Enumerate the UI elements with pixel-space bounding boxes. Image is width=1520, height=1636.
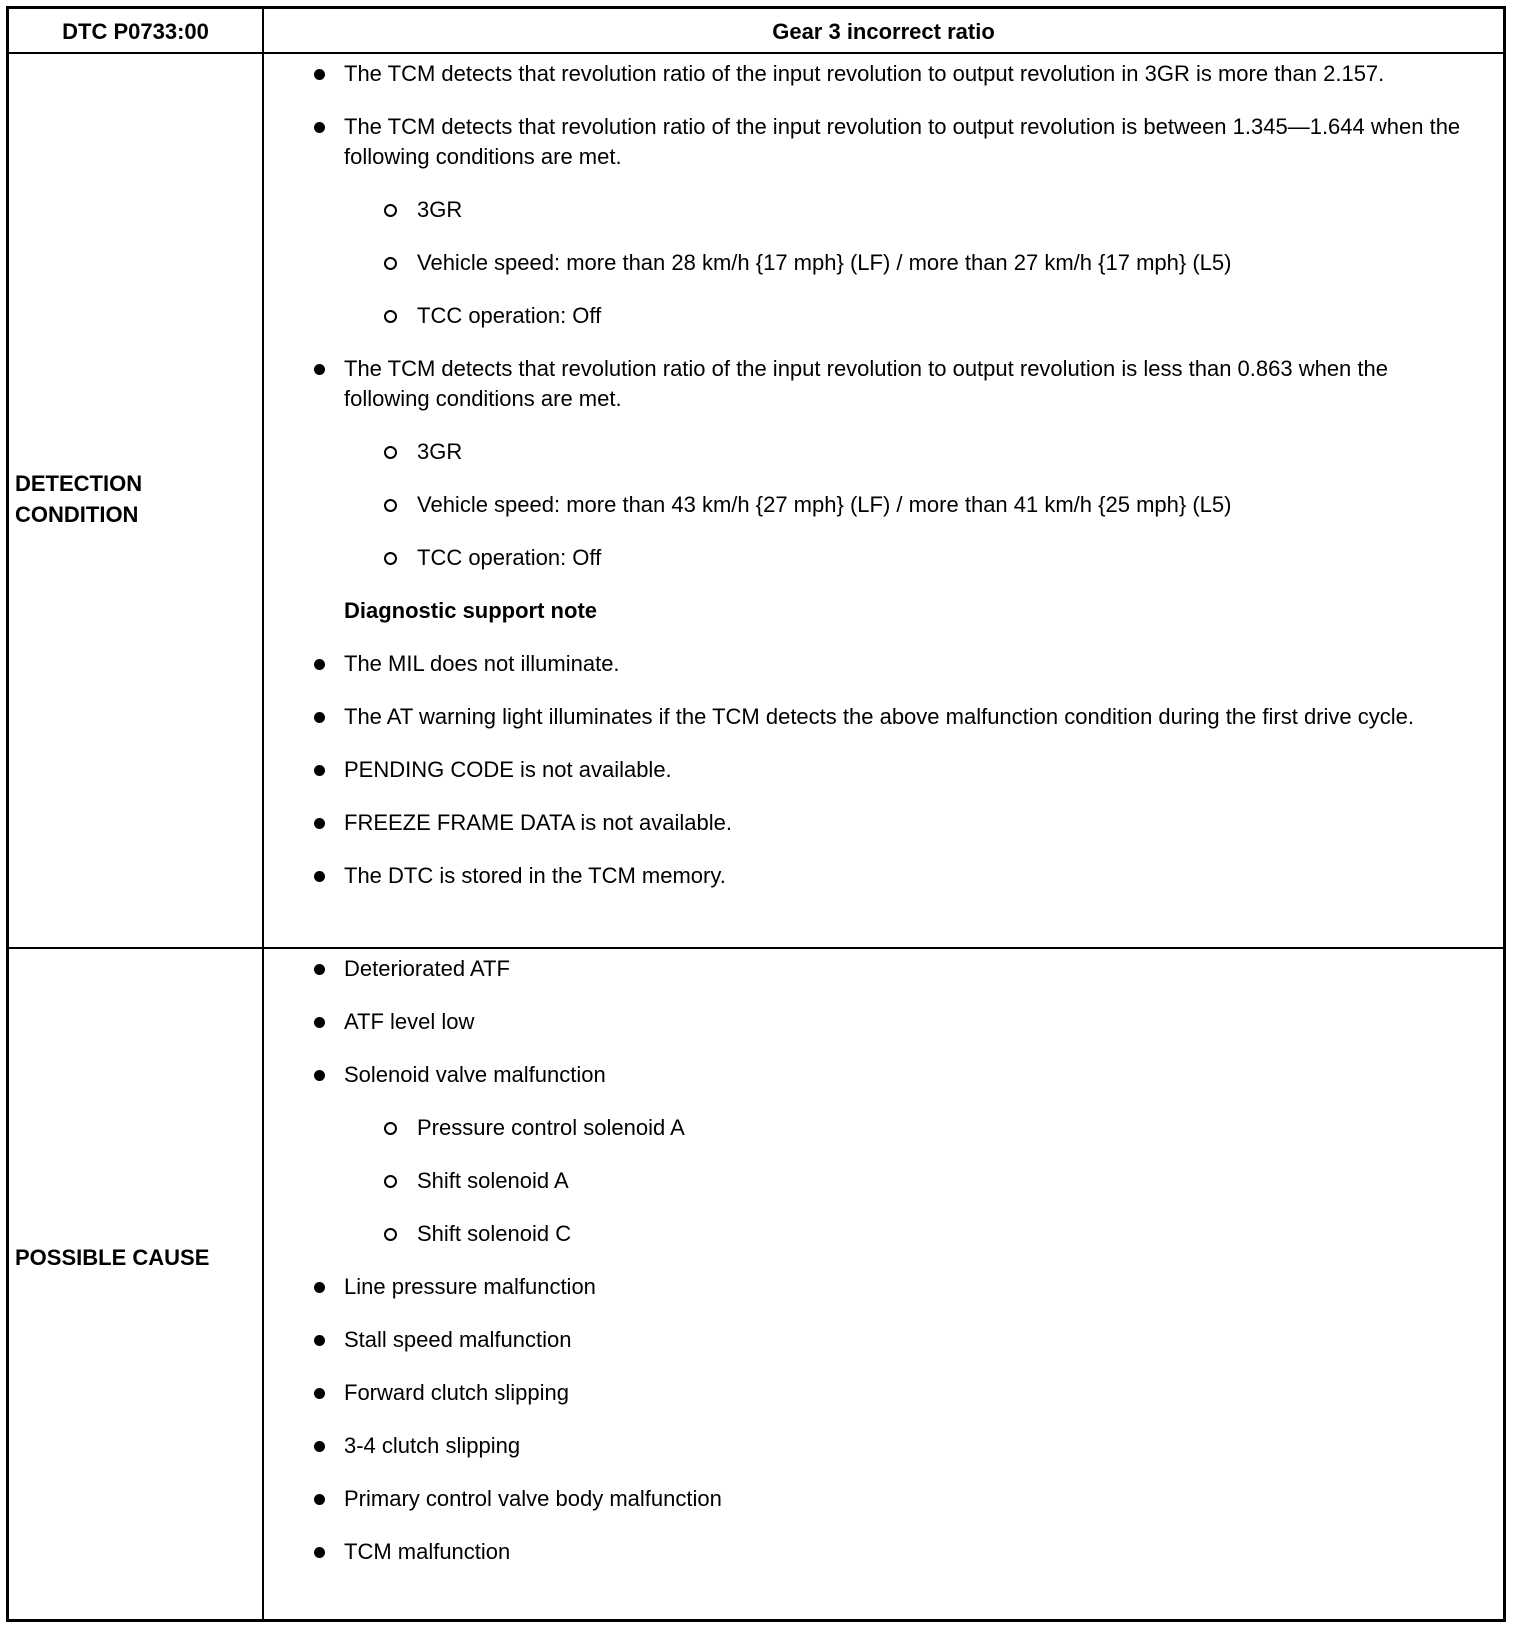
list-item: The DTC is stored in the TCM memory. <box>264 861 1503 891</box>
label-line: CONDITION <box>15 502 139 527</box>
sub-list-item: Vehicle speed: more than 43 km/h {27 mph} (LF) / more than 41 km/h {25 mph} (L5) <box>264 490 1503 520</box>
list-item: TCM malfunction <box>264 1537 1503 1567</box>
circle-bullet-icon <box>384 552 397 565</box>
bullet-icon <box>314 1282 325 1293</box>
bullet-icon <box>314 1017 325 1028</box>
circle-bullet-icon <box>384 204 397 217</box>
label-line: DETECTION <box>15 471 143 496</box>
bullet-icon <box>314 1388 325 1399</box>
possible-cause-label: POSSIBLE CAUSE <box>15 1245 210 1270</box>
bullet-icon <box>314 871 325 882</box>
diagnostic-support-note-heading: Diagnostic support note <box>344 598 597 623</box>
sub-list-item: Shift solenoid A <box>264 1166 1503 1196</box>
bullet-icon <box>314 1335 325 1346</box>
list-item: The TCM detects that revolution ratio of the input revolution to output revolution is less than 0.863 when the following conditions are met. <box>264 354 1503 414</box>
list-item: Stall speed malfunction <box>264 1325 1503 1355</box>
list-item: The TCM detects that revolution ratio of the input revolution to output revolution in 3GR is more than 2.157. <box>264 59 1503 89</box>
bullet-icon <box>314 1441 325 1452</box>
circle-bullet-icon <box>384 1228 397 1241</box>
sub-list-item: 3GR <box>264 195 1503 225</box>
dtc-code: DTC P0733:00 <box>62 18 209 44</box>
list-item: Primary control valve body malfunction <box>264 1484 1503 1514</box>
possible-cause-content <box>264 954 1503 1590</box>
bullet-icon <box>314 1494 325 1505</box>
list-item: The AT warning light illuminates if the TCM detects the above malfunction condition during the first drive cycle. <box>264 702 1503 732</box>
bullet-icon <box>314 1070 325 1081</box>
sub-list-item: Pressure control solenoid A <box>264 1113 1503 1143</box>
detection-condition-content <box>264 59 1503 914</box>
list-item: 3-4 clutch slipping <box>264 1431 1503 1461</box>
list-item: ATF level low <box>264 1007 1503 1037</box>
sub-list-item: Vehicle speed: more than 28 km/h {17 mph} (LF) / more than 27 km/h {17 mph} (L5) <box>264 248 1503 278</box>
bullet-icon <box>314 659 325 670</box>
dtc-table <box>6 6 1506 1622</box>
sub-list-item: TCC operation: Off <box>264 301 1503 331</box>
sub-list-item: TCC operation: Off <box>264 543 1503 573</box>
bullet-icon <box>314 712 325 723</box>
circle-bullet-icon <box>384 499 397 512</box>
list-item: Solenoid valve malfunction <box>264 1060 1503 1090</box>
list-item: Deteriorated ATF <box>264 954 1503 984</box>
sub-list-item: 3GR <box>264 437 1503 467</box>
list-item: FREEZE FRAME DATA is not available. <box>264 808 1503 838</box>
bullet-icon <box>314 1547 325 1558</box>
bullet-icon <box>314 818 325 829</box>
circle-bullet-icon <box>384 310 397 323</box>
detection-condition-label <box>15 468 142 530</box>
dtc-title: Gear 3 incorrect ratio <box>772 18 995 44</box>
circle-bullet-icon <box>384 257 397 270</box>
circle-bullet-icon <box>384 446 397 459</box>
list-item: The TCM detects that revolution ratio of the input revolution to output revolution is between 1.345—1.644 when the following conditions are met. <box>264 112 1503 172</box>
list-item: The MIL does not illuminate. <box>264 649 1503 679</box>
sub-list-item: Shift solenoid C <box>264 1219 1503 1249</box>
list-item: PENDING CODE is not available. <box>264 755 1503 785</box>
bullet-icon <box>314 69 325 80</box>
circle-bullet-icon <box>384 1175 397 1188</box>
bullet-icon <box>314 122 325 133</box>
bullet-icon <box>314 765 325 776</box>
list-item: Line pressure malfunction <box>264 1272 1503 1302</box>
bullet-icon <box>314 364 325 375</box>
bullet-icon <box>314 964 325 975</box>
row-divider <box>9 947 1503 949</box>
circle-bullet-icon <box>384 1122 397 1135</box>
list-item: Forward clutch slipping <box>264 1378 1503 1408</box>
